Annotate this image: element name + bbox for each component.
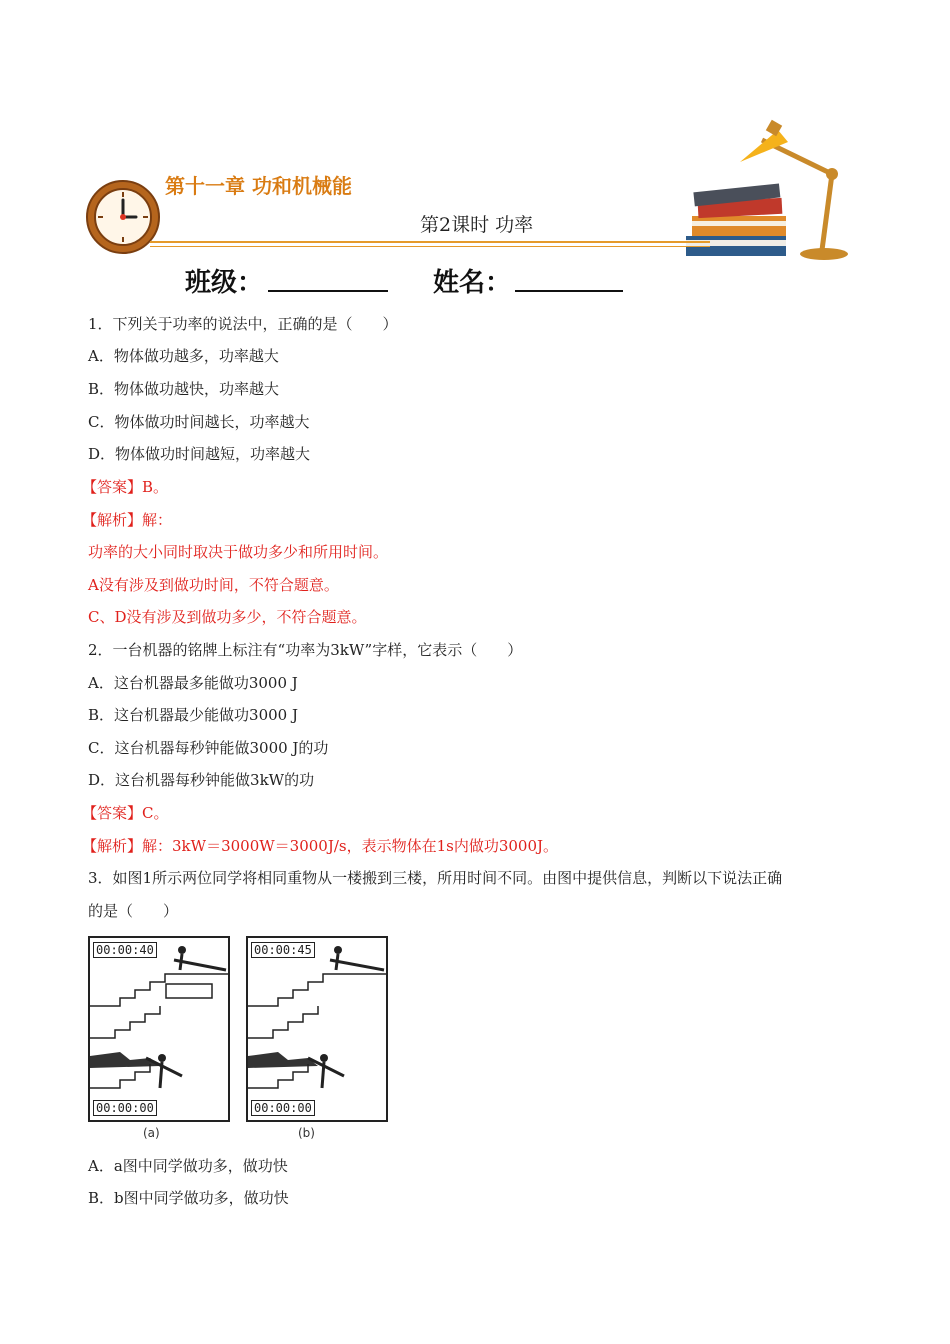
question-3-option-b[interactable]: B．b图中同学做功多，做功快 [88,1189,289,1207]
question-2-option-a[interactable]: A．这台机器最多能做功3000 J [88,674,298,692]
question-3-stem-cont: 的是（ ） [88,902,179,920]
answer-value: B。 [142,478,169,496]
figure-caption-b: (b) [298,1126,315,1140]
header-rule [150,241,710,243]
question-2-stem: 2．一台机器的铭牌上标注有“功率为3kW”字样，它表示（ ） [88,641,523,659]
name-label: 姓名： [433,268,512,298]
question-2-option-b[interactable]: B．这台机器最少能做功3000 J [88,706,298,724]
stairs-illustration-a [90,938,228,1120]
timer-b-bottom: 00:00:00 [251,1100,315,1116]
question-3-stem: 3．如图1所示两位同学将相同重物从一楼搬到三楼，所用时间不同。由图中提供信息，判断以下说法正确 [88,869,783,887]
timer-b-top: 00:00:45 [251,942,315,958]
name-field[interactable] [515,262,623,292]
question-1-analysis [82,510,172,530]
figure-caption-a: (a) [143,1126,160,1140]
books-lamp-icon [680,118,850,266]
question-1-analysis-line: A没有涉及到做功时间，不符合题意。 [88,576,339,594]
question-1-option-b[interactable]: B．物体做功越快，功率越大 [88,380,280,398]
header-rule-thin [150,246,710,247]
question-1-option-c[interactable]: C．物体做功时间越长，功率越大 [88,413,310,431]
analysis-tag: 【解析】 [82,837,143,855]
question-2-option-d[interactable]: D．这台机器每秒钟能做3kW的功 [88,771,315,789]
question-2-answer [82,803,169,823]
question-1-answer [82,477,168,497]
answer-value: C。 [142,804,169,822]
question-2-analysis [82,836,558,856]
analysis-lead: 解： [142,511,173,529]
question-1-option-d[interactable]: D．物体做功时间越短，功率越大 [88,445,311,463]
chapter-title: 第十一章 功和机械能 [165,174,352,198]
class-label: 班级： [185,268,264,298]
question-3-option-a[interactable]: A．a图中同学做功多，做功快 [88,1157,288,1175]
clock-icon [84,178,162,256]
analysis-tag: 【解析】 [82,511,143,529]
lesson-title: 第2课时 功率 [420,214,534,236]
analysis-lead: 解：3kW＝3000W＝3000J/s，表示物体在1s内做功3000J。 [142,837,559,855]
answer-tag: 【答案】 [82,478,143,496]
answer-tag: 【答案】 [82,804,143,822]
question-1-stem: 1．下列关于功率的说法中，正确的是（ ） [88,315,398,333]
figure-panel-a [88,936,230,1122]
question-1-analysis-line: C、D没有涉及到做功多少，不符合题意。 [88,608,367,626]
stairs-illustration-b [248,938,386,1120]
figure-panel-b [246,936,388,1122]
timer-a-top: 00:00:40 [93,942,157,958]
class-field[interactable] [268,262,388,292]
question-2-option-c[interactable]: C．这台机器每秒钟能做3000 J的功 [88,739,329,757]
question-1-option-a[interactable]: A．物体做功越多，功率越大 [88,347,279,365]
question-1-analysis-line: 功率的大小同时取决于做功多少和所用时间。 [88,543,389,561]
timer-a-bottom: 00:00:00 [93,1100,157,1116]
